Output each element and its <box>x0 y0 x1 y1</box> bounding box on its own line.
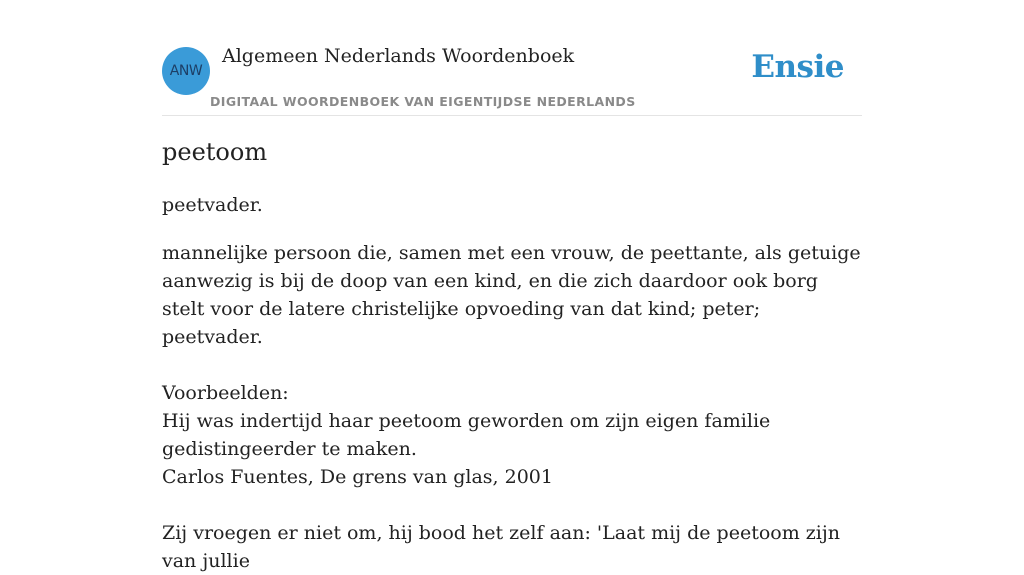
anw-logo[interactable]: ANW <box>162 47 210 95</box>
site-title[interactable]: Algemeen Nederlands Woordenboek <box>222 45 575 67</box>
site-subtitle: DIGITAAL WOORDENBOEK VAN EIGENTIJDSE NEDERLANDS <box>210 94 636 109</box>
entry-body <box>162 239 862 575</box>
example-source: Carlos Fuentes, De grens van glas, 2001 <box>162 466 553 488</box>
entry-synonym: peetvader. <box>162 194 263 216</box>
ensie-brand-logo[interactable]: Ensie <box>751 49 844 85</box>
site-header <box>162 0 862 116</box>
entry-definition: mannelijke persoon die, samen met een vrouw, de peettante, als getuige aanwezig is bij de doop van een kind, en die zich daardoor ook borg stelt voor de latere christelijke opvoeding van dat kind; peter; peetvader. <box>162 242 861 348</box>
example-quote: Zij vroegen er niet om, hij bood het zelf aan: 'Laat mij de peetoom zijn van jullie <box>162 522 840 572</box>
page <box>162 0 862 572</box>
examples-label: Voorbeelden: <box>162 382 289 404</box>
entry-headword: peetoom <box>162 138 268 166</box>
example-quote: Hij was indertijd haar peetoom geworden om zijn eigen familie gedistingeerder te maken. <box>162 410 771 460</box>
